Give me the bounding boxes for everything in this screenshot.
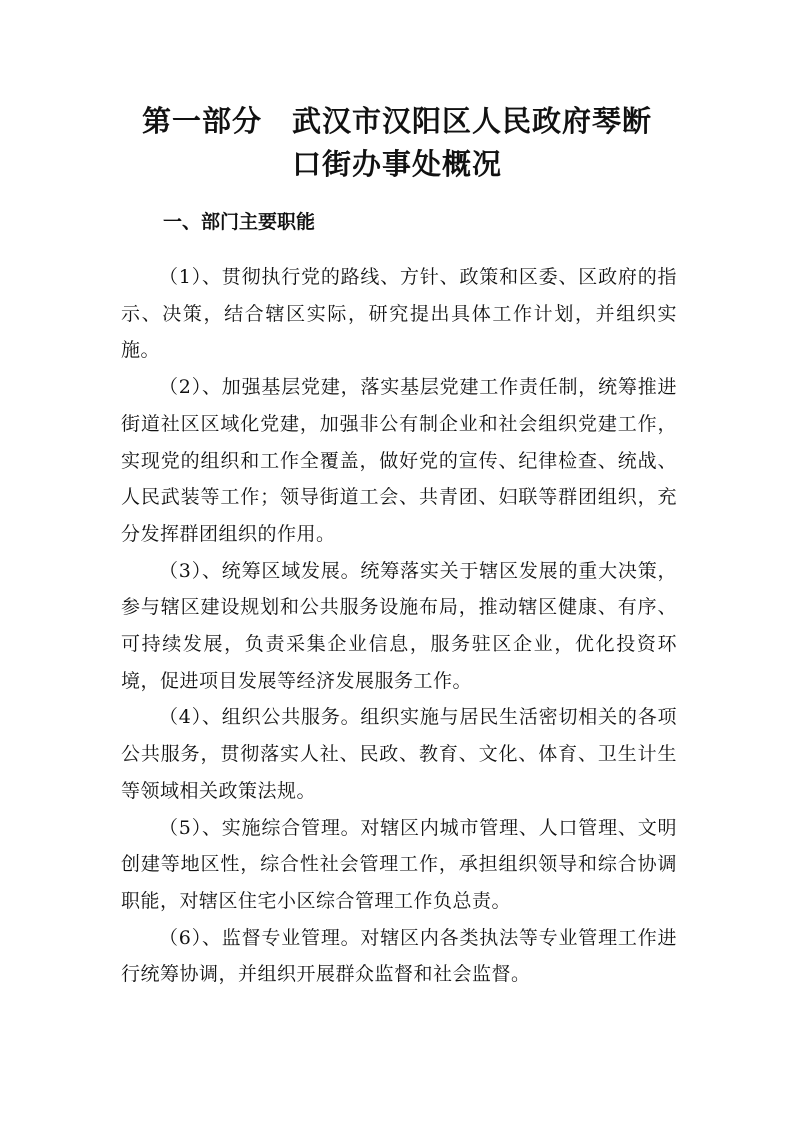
document-title-line-1: 第一部分 武汉市汉阳区人民政府琴断 (141, 104, 652, 138)
paragraph-4: （4）、组织公共服务。组织实施与居民生活密切相关的各项公共服务，贯彻落实人社、民政、教育、文化、体育、卫生计生等领域相关政策法规。 (121, 706, 677, 802)
body-text (121, 259, 677, 993)
paragraph-5: （5）、实施综合管理。对辖区内城市管理、人口管理、文明创建等地区性，综合性社会管理工作，承担组织领导和综合协调职能，对辖区住宅小区综合管理工作负总责。 (121, 816, 677, 912)
paragraph-3: （3）、统筹区域发展。统筹落实关于辖区发展的重大决策，参与辖区建设规划和公共服务设施布局，推动辖区健康、有序、可持续发展，负责采集企业信息，服务驻区企业，优化投资环境，促进项目发展等经济发展服务工作。 (121, 559, 677, 692)
paragraph-1: （1）、贯彻执行党的路线、方针、政策和区委、区政府的指示、决策，结合辖区实际，研究提出具体工作计划，并组织实施。 (121, 266, 677, 362)
document-title-line-2: 口街办事处概况 (291, 147, 502, 181)
paragraph-2: （2）、加强基层党建，落实基层党建工作责任制，统筹推进街道社区区域化党建，加强非公有制企业和社会组织党建工作，实现党的组织和工作全覆盖，做好党的宣传、纪律检查、统战、人民武装等工作；领导街道工会、共青团、妇联等群团组织，充分发挥群团组织的作用。 (121, 376, 677, 545)
paragraph-6: （6）、监督专业管理。对辖区内各类执法等专业管理工作进行统筹协调，并组织开展群众监督和社会监督。 (121, 926, 677, 986)
section-heading: 一、部门主要职能 (163, 211, 316, 233)
